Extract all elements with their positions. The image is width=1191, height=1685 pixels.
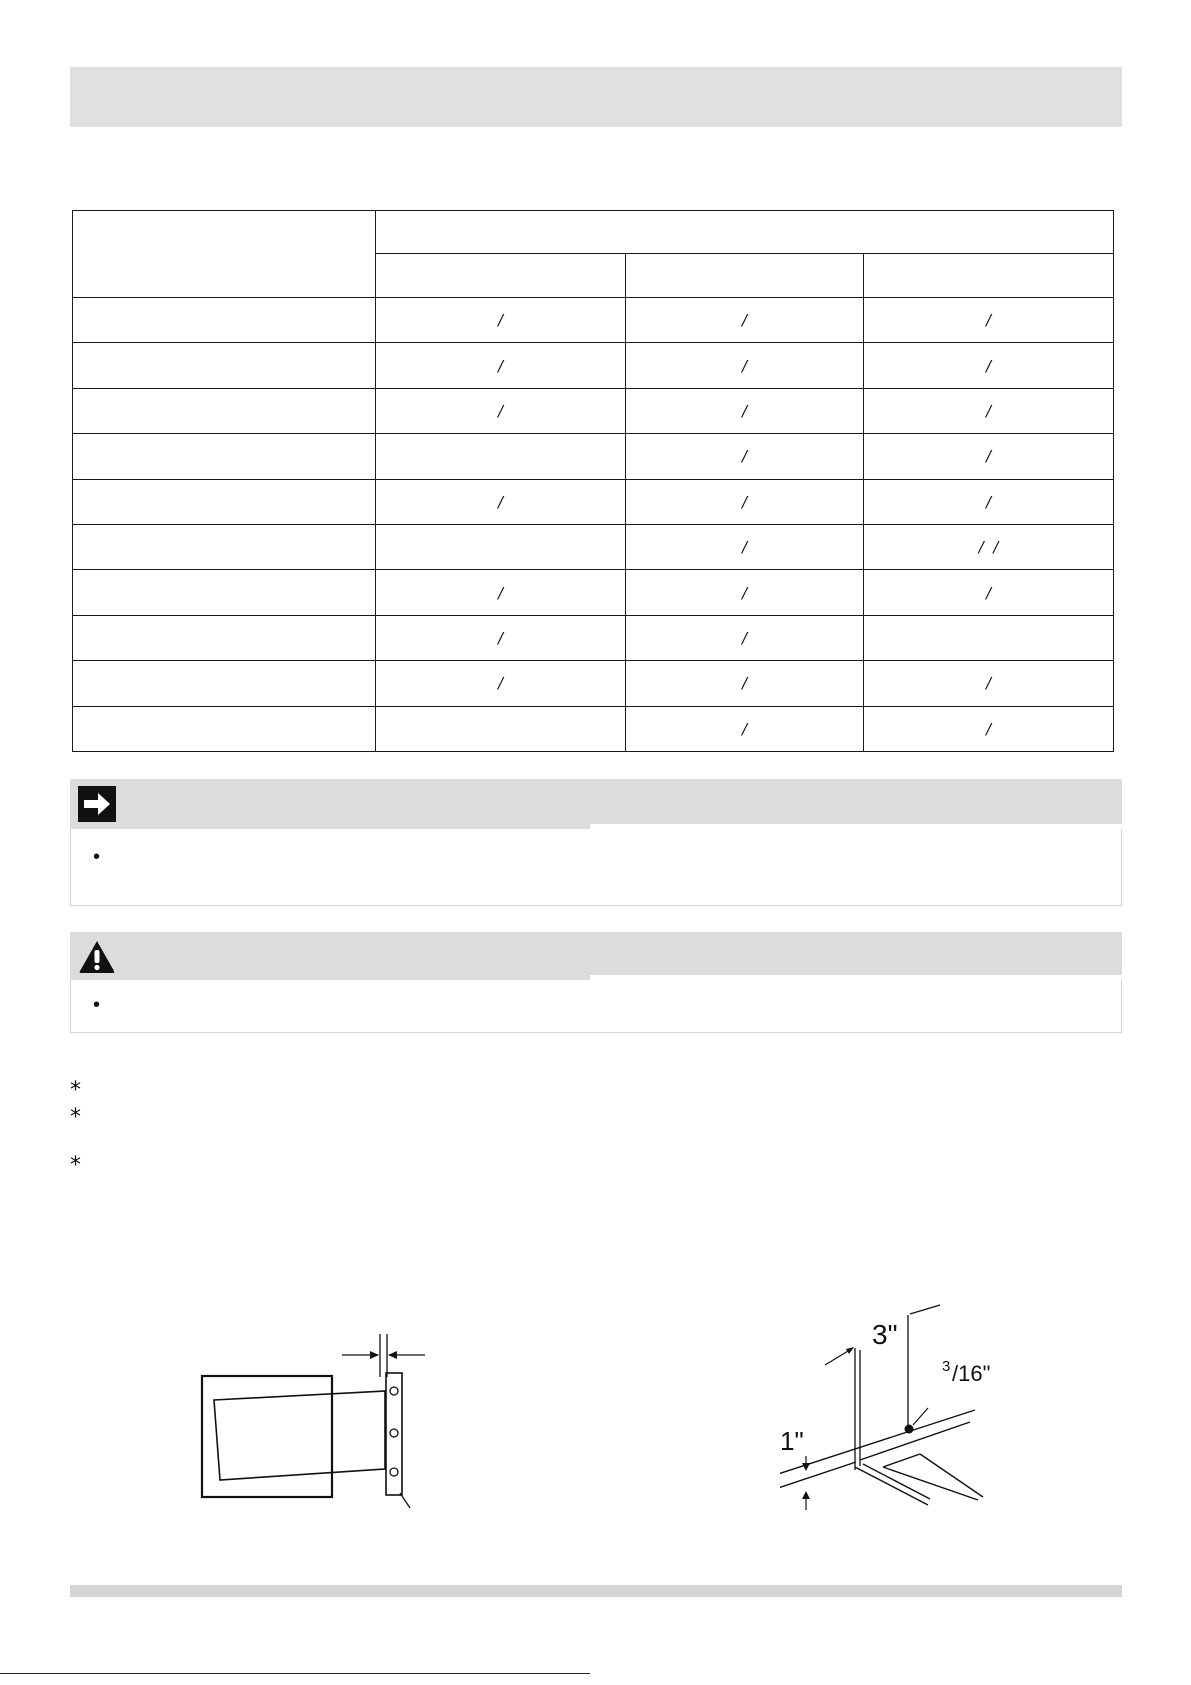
table-cell: / xyxy=(864,706,1114,751)
edge-line xyxy=(780,1410,975,1475)
table-row xyxy=(73,661,1114,706)
table-cell: / xyxy=(864,343,1114,388)
edge-line xyxy=(860,1422,970,1460)
arrowhead xyxy=(846,1347,854,1354)
table-cell: / xyxy=(376,570,626,615)
warning-box xyxy=(70,932,1122,1033)
table-row xyxy=(73,570,1114,615)
door-panel xyxy=(214,1391,385,1480)
table-row xyxy=(73,524,1114,569)
edge-line xyxy=(863,1464,930,1499)
leader-line xyxy=(400,1493,410,1508)
table-cell: / xyxy=(626,298,864,343)
row-label xyxy=(73,570,376,615)
warning-header xyxy=(70,932,1122,980)
row-label xyxy=(73,434,376,479)
hinge-hole xyxy=(390,1468,398,1476)
header-band xyxy=(70,67,1122,127)
dimension-fraction-numerator: 3 xyxy=(942,1358,951,1375)
arrow-right-icon xyxy=(78,786,116,822)
footnote-mark: * xyxy=(70,1153,81,1178)
table-cell: / xyxy=(376,388,626,433)
table-cell xyxy=(376,706,626,751)
footnote-mark: * xyxy=(70,1078,81,1103)
table-cell: / xyxy=(626,434,864,479)
table-cell: / xyxy=(626,343,864,388)
table-cell: / xyxy=(626,388,864,433)
table-cell: / xyxy=(626,524,864,569)
leader-line xyxy=(913,1408,928,1425)
column-header xyxy=(376,254,626,298)
row-label xyxy=(73,615,376,660)
bullet-dot: • xyxy=(93,846,101,868)
hinge-hole xyxy=(390,1429,398,1437)
table-cell xyxy=(376,524,626,569)
table-cell: / xyxy=(626,706,864,751)
row-label xyxy=(73,706,376,751)
table-cell: / xyxy=(626,615,864,660)
table-cell: / xyxy=(626,570,864,615)
note-header xyxy=(70,779,1122,829)
table-group-header xyxy=(376,211,1114,254)
arrowhead xyxy=(370,1351,379,1359)
table-cell: / xyxy=(376,479,626,524)
table-row xyxy=(73,434,1114,479)
dimension-label-side: 1" xyxy=(780,1426,804,1456)
edge-line xyxy=(855,1467,928,1505)
row-label xyxy=(73,661,376,706)
note-box xyxy=(70,779,1122,906)
table-cell: / xyxy=(376,343,626,388)
table-row xyxy=(73,298,1114,343)
table-cell: / / xyxy=(864,524,1114,569)
table-cell xyxy=(376,434,626,479)
column-header xyxy=(864,254,1114,298)
table-cell: / xyxy=(864,388,1114,433)
corner-clearance-diagram xyxy=(780,1300,1030,1515)
table-cell: / xyxy=(626,661,864,706)
dimension-label-top: 3" xyxy=(872,1319,898,1350)
table-row xyxy=(73,479,1114,524)
arrowhead xyxy=(388,1351,397,1359)
table-cell xyxy=(864,615,1114,660)
table-cell: / xyxy=(376,298,626,343)
table-cell: / xyxy=(864,570,1114,615)
row-label xyxy=(73,343,376,388)
dimension-fraction-denominator: /16" xyxy=(952,1361,991,1386)
table-cell: / xyxy=(864,434,1114,479)
spec-table xyxy=(72,210,1114,752)
door-hinge-diagram xyxy=(190,1330,450,1510)
row-label xyxy=(73,524,376,569)
bullet-dot: • xyxy=(93,994,101,1016)
table-cell: / xyxy=(626,479,864,524)
arrowhead xyxy=(802,1463,810,1471)
row-label xyxy=(73,388,376,433)
table-cell: / xyxy=(376,615,626,660)
footer-band xyxy=(70,1585,1122,1597)
edge-line xyxy=(780,1462,856,1489)
warning-triangle-icon xyxy=(78,939,116,975)
table-cell: / xyxy=(864,298,1114,343)
footer-rule xyxy=(0,1673,590,1674)
table-row xyxy=(73,343,1114,388)
row-label xyxy=(73,479,376,524)
edge-line xyxy=(883,1454,920,1467)
table-cell: / xyxy=(864,661,1114,706)
table-corner-header xyxy=(73,211,376,298)
table-cell: / xyxy=(376,661,626,706)
column-header xyxy=(626,254,864,298)
table-row xyxy=(73,388,1114,433)
fastener-dot xyxy=(905,1425,914,1434)
table-row xyxy=(73,615,1114,660)
hinge-plate xyxy=(386,1373,402,1495)
arrowhead xyxy=(802,1491,810,1499)
row-label xyxy=(73,298,376,343)
note-body xyxy=(70,829,1122,906)
footnote-mark: * xyxy=(70,1105,81,1130)
table-row xyxy=(73,706,1114,751)
hinge-hole xyxy=(390,1387,398,1395)
leader-line xyxy=(910,1305,940,1314)
table-cell: / xyxy=(864,479,1114,524)
warning-body xyxy=(70,980,1122,1033)
